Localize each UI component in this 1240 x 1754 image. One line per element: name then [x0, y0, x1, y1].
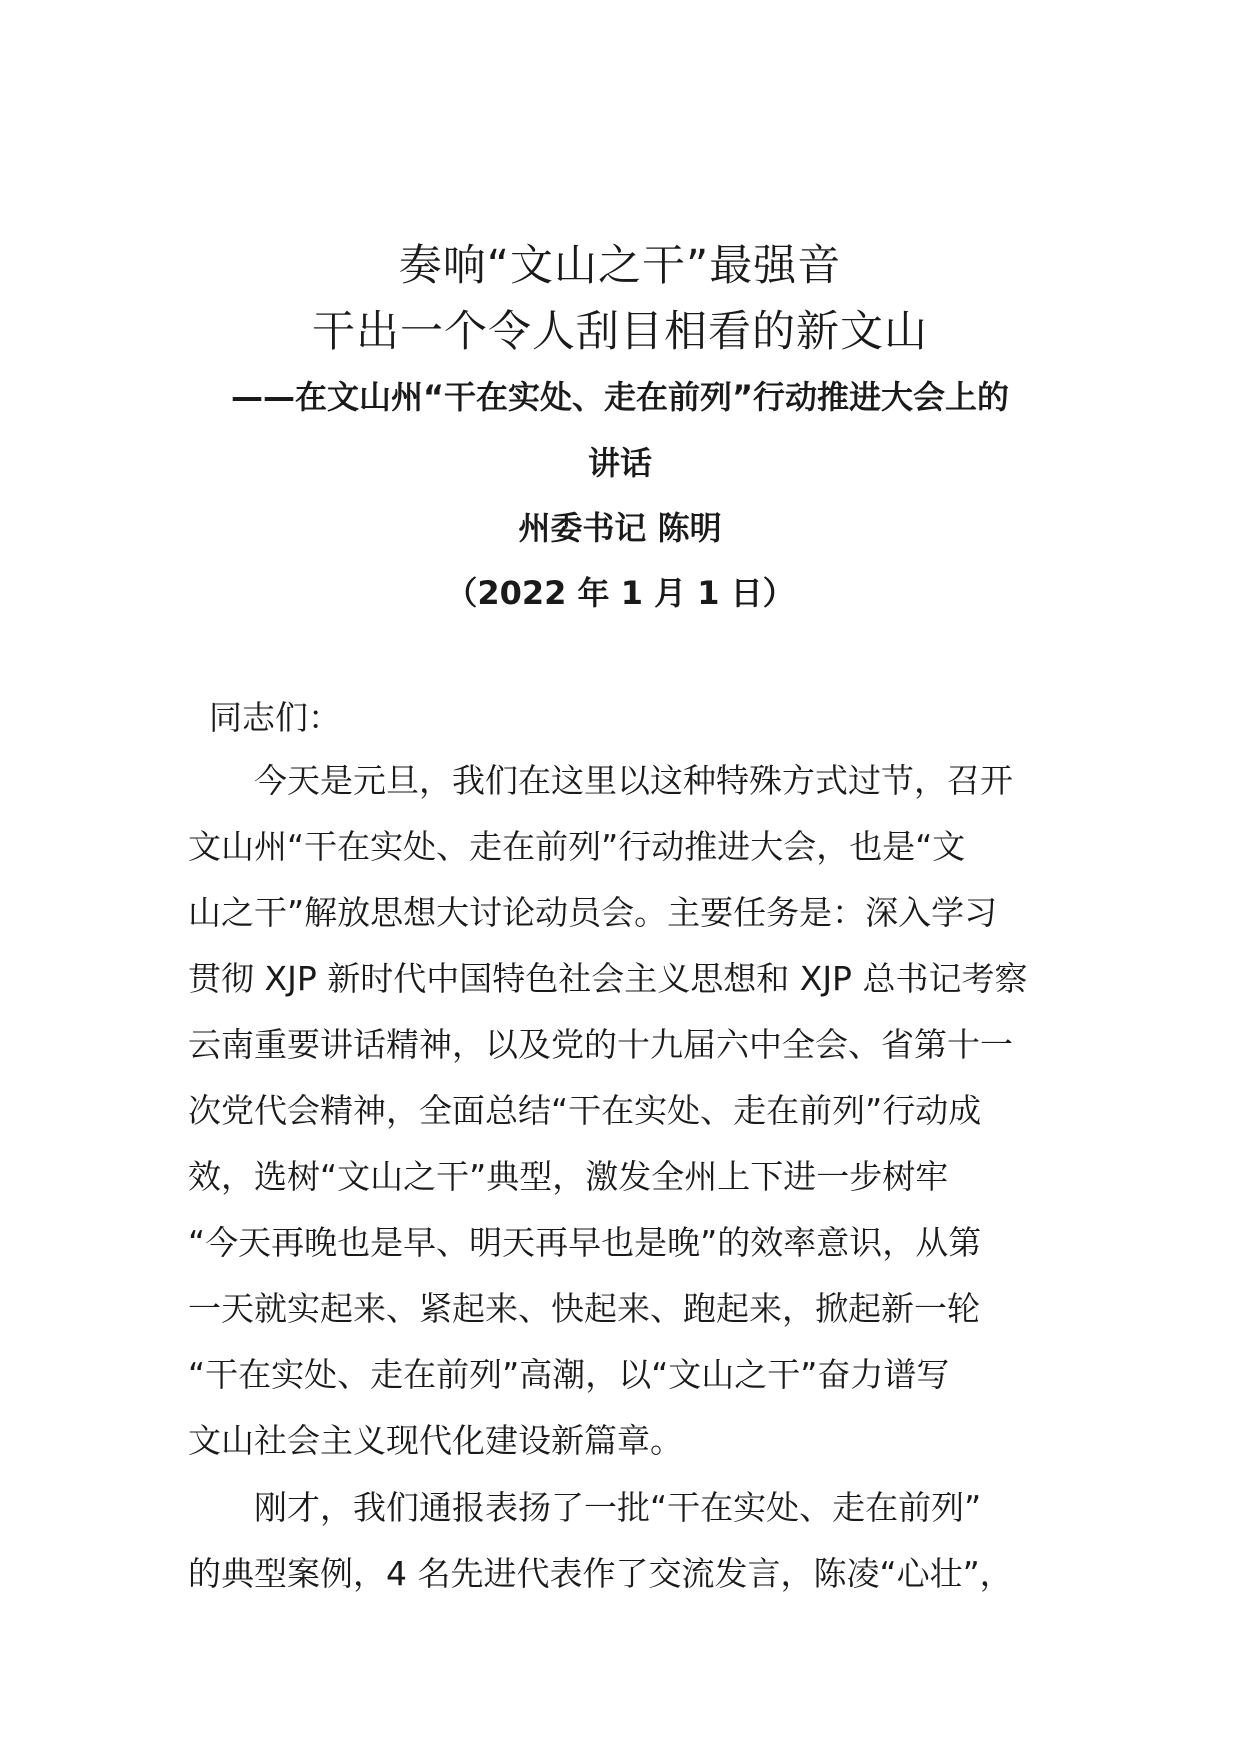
paragraph-1-line: 文山州“干在实处、走在前列”行动推进大会，也是“文 — [188, 827, 966, 866]
paragraph-1-line: 文山社会主义现代化建设新篇章。 — [188, 1421, 683, 1460]
paragraph-1 — [188, 748, 1068, 1474]
document-title-line-2: 干出一个令人刮目相看的新文山 — [312, 307, 928, 357]
paragraph-2-line: 刚才，我们通报表扬了一批“干在实处、走在前列” — [188, 1488, 982, 1527]
document-title-line-1: 奏响“文山之干”最强音 — [398, 241, 842, 291]
speaker: 州委书记 陈明 — [518, 509, 722, 547]
paragraph-1-line: 一天就实起来、紧起来、快起来、跑起来，掀起新一轮 — [188, 1289, 980, 1328]
document-subtitle-line-1: ——在文山州“干在实处、走在前列”行动推进大会上的 — [230, 378, 1010, 416]
paragraph-1-line: 效，选树“文山之干”典型，激发全州上下进一步树牢 — [188, 1157, 949, 1196]
paragraph-2-line: 的典型案例，4 名先进代表作了交流发言，陈凌“心壮”， — [188, 1554, 1013, 1593]
paragraph-1-line: “今天再晚也是早、明天再早也是晚”的效率意识，从第 — [188, 1223, 982, 1262]
paragraph-1-line: 贯彻 XJP 新时代中国特色社会主义思想和 XJP 总书记考察 — [188, 959, 1028, 998]
speech-date: （2022 年 1 月 1 日） — [445, 574, 795, 612]
paragraph-1-line: 次党代会精神，全面总结“干在实处、走在前列”行动成 — [188, 1091, 982, 1130]
paragraph-1-line: “干在实处、走在前列”高潮，以“文山之干”奋力谱写 — [188, 1355, 950, 1394]
paragraph-1-line: 云南重要讲话精神，以及党的十九届六中全会、省第十一 — [188, 1025, 1013, 1064]
paragraph-1-line: 今天是元旦，我们在这里以这种特殊方式过节，召开 — [188, 761, 1013, 800]
paragraph-1-line: 山之干”解放思想大讨论动员会。主要任务是：深入学习 — [188, 893, 998, 932]
paragraph-2 — [188, 1475, 1068, 1607]
document-subtitle-line-2: 讲话 — [587, 444, 652, 482]
salutation: 同志们： — [209, 698, 341, 737]
